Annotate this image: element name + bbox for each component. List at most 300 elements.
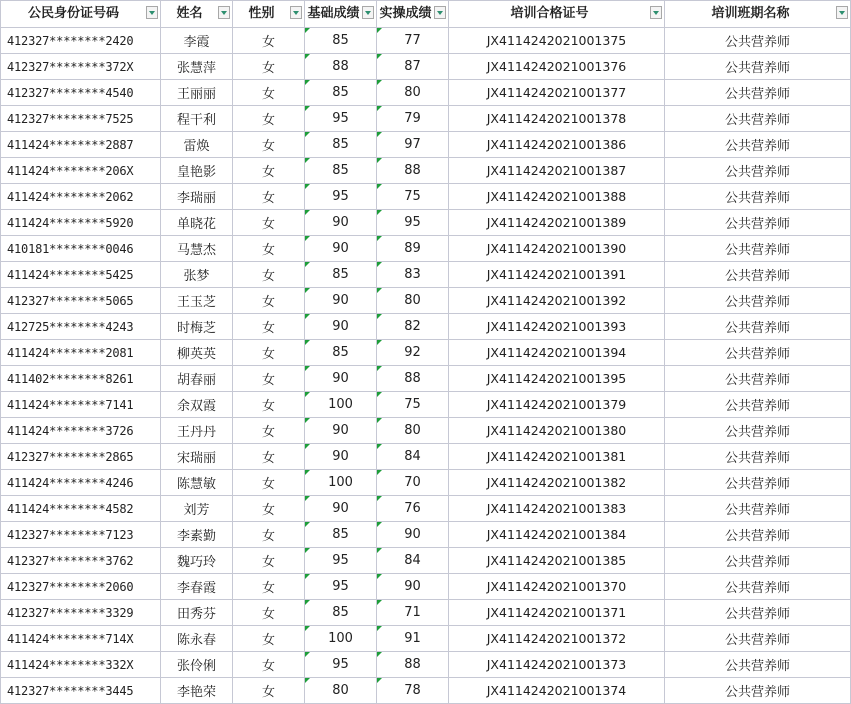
cell-practical-score[interactable] (377, 366, 449, 392)
cell-basic-score-text: 90 (332, 241, 349, 256)
cell-id[interactable] (1, 54, 161, 80)
cell-name[interactable] (161, 418, 233, 444)
cell-id[interactable] (1, 262, 161, 288)
cell-gender[interactable] (233, 522, 305, 548)
cell-course[interactable] (665, 366, 851, 392)
header-cert[interactable] (449, 1, 665, 28)
cell-practical-score-text: 88 (404, 657, 421, 672)
cell-gender[interactable] (233, 366, 305, 392)
cell-basic-score-text: 80 (332, 683, 349, 698)
table-row (1, 470, 851, 496)
number-stored-as-text-flag-icon (377, 496, 382, 501)
cell-id[interactable] (1, 496, 161, 522)
cell-course[interactable] (665, 548, 851, 574)
number-stored-as-text-flag-icon (305, 418, 310, 423)
cell-basic-score-text: 85 (332, 345, 349, 360)
cell-cert-text: JX4114242021001371 (486, 605, 627, 620)
cell-gender[interactable] (233, 652, 305, 678)
cell-basic-score[interactable] (305, 28, 377, 54)
header-course-label: 培训班期名称 (711, 6, 790, 21)
cell-course[interactable] (665, 652, 851, 678)
cell-cert[interactable] (449, 652, 665, 678)
filter-dropdown-icon[interactable] (434, 6, 446, 19)
cell-cert-text: JX4114242021001378 (486, 111, 627, 126)
cell-basic-score[interactable] (305, 262, 377, 288)
cell-basic-score[interactable] (305, 106, 377, 132)
cell-basic-score-text: 85 (332, 85, 349, 100)
cell-name-text: 张慧萍 (176, 61, 216, 76)
cell-course[interactable] (665, 80, 851, 106)
number-stored-as-text-flag-icon (377, 288, 382, 293)
cell-cert[interactable] (449, 418, 665, 444)
cell-id[interactable] (1, 210, 161, 236)
number-stored-as-text-flag-icon (305, 80, 310, 85)
number-stored-as-text-flag-icon (377, 548, 382, 553)
cell-practical-score[interactable] (377, 184, 449, 210)
cell-basic-score[interactable] (305, 548, 377, 574)
cell-gender-text: 女 (261, 607, 275, 622)
cell-cert-text: JX4114242021001380 (486, 423, 627, 438)
cell-name[interactable] (161, 678, 233, 704)
cell-practical-score[interactable] (377, 444, 449, 470)
cell-name-text: 陈慧敏 (176, 477, 216, 492)
cell-cert-text: JX4114242021001392 (486, 293, 627, 308)
cell-practical-score[interactable] (377, 236, 449, 262)
table-row (1, 392, 851, 418)
cell-course-text: 公共营养师 (724, 217, 790, 232)
cell-name[interactable] (161, 470, 233, 496)
cell-gender[interactable] (233, 392, 305, 418)
cell-basic-score-text: 90 (332, 501, 349, 516)
cell-practical-score[interactable] (377, 574, 449, 600)
cell-name-text: 胡春丽 (176, 373, 216, 388)
cell-course[interactable] (665, 314, 851, 340)
cell-id-text: 412327********4540 (7, 85, 134, 100)
cell-id[interactable] (1, 28, 161, 54)
cell-basic-score[interactable] (305, 80, 377, 106)
cell-id-text: 412327********2865 (7, 449, 134, 464)
cell-course-text: 公共营养师 (724, 607, 790, 622)
cell-course[interactable] (665, 54, 851, 80)
cell-name[interactable] (161, 522, 233, 548)
cell-cert[interactable] (449, 106, 665, 132)
number-stored-as-text-flag-icon (305, 262, 310, 267)
number-stored-as-text-flag-icon (305, 54, 310, 59)
cell-name[interactable] (161, 652, 233, 678)
cell-basic-score[interactable] (305, 522, 377, 548)
cell-name-text: 李素勤 (176, 529, 216, 544)
cell-course[interactable] (665, 522, 851, 548)
cell-course[interactable] (665, 574, 851, 600)
cell-practical-score[interactable] (377, 600, 449, 626)
cell-course[interactable] (665, 288, 851, 314)
cell-name[interactable] (161, 574, 233, 600)
cell-name-text: 皇艳影 (176, 165, 216, 180)
cell-id-text: 411424********2887 (7, 137, 134, 152)
table-row (1, 132, 851, 158)
header-basic-score[interactable] (305, 1, 377, 28)
header-course[interactable] (665, 1, 851, 28)
header-practical-label: 实操成绩 (379, 6, 432, 21)
cell-cert[interactable] (449, 158, 665, 184)
cell-gender-text: 女 (261, 503, 275, 518)
number-stored-as-text-flag-icon (377, 262, 382, 267)
table-row (1, 626, 851, 652)
cell-cert-text: JX4114242021001375 (486, 33, 627, 48)
number-stored-as-text-flag-icon (377, 392, 382, 397)
number-stored-as-text-flag-icon (377, 678, 382, 683)
cell-gender[interactable] (233, 574, 305, 600)
cell-id[interactable] (1, 184, 161, 210)
cell-basic-score[interactable] (305, 600, 377, 626)
cell-practical-score[interactable] (377, 106, 449, 132)
cell-practical-score[interactable] (377, 210, 449, 236)
cell-practical-score[interactable] (377, 54, 449, 80)
cell-practical-score-text: 90 (404, 527, 421, 542)
cell-course[interactable] (665, 158, 851, 184)
cell-practical-score-text: 89 (404, 241, 421, 256)
cell-cert[interactable] (449, 314, 665, 340)
cell-id[interactable] (1, 314, 161, 340)
header-id[interactable] (1, 1, 161, 28)
number-stored-as-text-flag-icon (377, 80, 382, 85)
cell-cert[interactable] (449, 548, 665, 574)
cell-course-text: 公共营养师 (724, 659, 790, 674)
cell-practical-score[interactable] (377, 548, 449, 574)
cell-id[interactable] (1, 392, 161, 418)
cell-practical-score-text: 92 (404, 345, 421, 360)
cell-name[interactable] (161, 158, 233, 184)
cell-name[interactable] (161, 54, 233, 80)
number-stored-as-text-flag-icon (377, 340, 382, 345)
cell-name[interactable] (161, 106, 233, 132)
cell-basic-score[interactable] (305, 184, 377, 210)
cell-name[interactable] (161, 496, 233, 522)
cell-name[interactable] (161, 444, 233, 470)
cell-practical-score[interactable] (377, 678, 449, 704)
cell-id[interactable] (1, 106, 161, 132)
cell-practical-score-text: 91 (404, 631, 421, 646)
cell-practical-score[interactable] (377, 288, 449, 314)
cell-name[interactable] (161, 626, 233, 652)
cell-basic-score[interactable] (305, 444, 377, 470)
cell-gender[interactable] (233, 418, 305, 444)
cell-name[interactable] (161, 28, 233, 54)
cell-cert[interactable] (449, 184, 665, 210)
number-stored-as-text-flag-icon (305, 28, 310, 33)
cell-id[interactable] (1, 652, 161, 678)
cell-basic-score[interactable] (305, 288, 377, 314)
cell-cert-text: JX4114242021001388 (486, 189, 627, 204)
filter-dropdown-icon[interactable] (362, 6, 374, 19)
cell-basic-score[interactable] (305, 678, 377, 704)
cell-gender-text: 女 (261, 451, 275, 466)
table-row (1, 262, 851, 288)
cell-cert-text: JX4114242021001383 (486, 501, 627, 516)
filter-dropdown-icon[interactable] (146, 6, 158, 19)
cell-course[interactable] (665, 626, 851, 652)
cell-practical-score-text: 70 (404, 475, 421, 490)
cell-gender[interactable] (233, 288, 305, 314)
cell-basic-score[interactable] (305, 392, 377, 418)
cell-name[interactable] (161, 340, 233, 366)
cell-cert[interactable] (449, 210, 665, 236)
cell-id[interactable] (1, 626, 161, 652)
cell-course[interactable] (665, 106, 851, 132)
cell-practical-score-text: 90 (404, 579, 421, 594)
number-stored-as-text-flag-icon (377, 470, 382, 475)
cell-gender[interactable] (233, 600, 305, 626)
header-gender[interactable] (233, 1, 305, 28)
cell-id[interactable] (1, 80, 161, 106)
cell-id-text: 411424********5920 (7, 215, 134, 230)
cell-basic-score[interactable] (305, 470, 377, 496)
cell-gender[interactable] (233, 340, 305, 366)
cell-practical-score[interactable] (377, 496, 449, 522)
cell-basic-score[interactable] (305, 314, 377, 340)
cell-practical-score[interactable] (377, 470, 449, 496)
cell-cert-text: JX4114242021001377 (486, 85, 627, 100)
cell-basic-score[interactable] (305, 236, 377, 262)
number-stored-as-text-flag-icon (377, 574, 382, 579)
cell-practical-score[interactable] (377, 314, 449, 340)
cell-course[interactable] (665, 600, 851, 626)
cell-practical-score-text: 75 (404, 189, 421, 204)
cell-cert[interactable] (449, 678, 665, 704)
cell-cert[interactable] (449, 288, 665, 314)
cell-course-text: 公共营养师 (724, 139, 790, 154)
cell-cert[interactable] (449, 54, 665, 80)
cell-course-text: 公共营养师 (724, 477, 790, 492)
cell-basic-score[interactable] (305, 54, 377, 80)
cell-basic-score[interactable] (305, 340, 377, 366)
cell-id[interactable] (1, 132, 161, 158)
cell-id[interactable] (1, 470, 161, 496)
cell-name[interactable] (161, 236, 233, 262)
cell-course[interactable] (665, 444, 851, 470)
filter-dropdown-icon[interactable] (290, 6, 302, 19)
cell-practical-score-text: 71 (404, 605, 421, 620)
header-practical-score[interactable] (377, 1, 449, 28)
cell-id-text: 412327********3445 (7, 683, 134, 698)
cell-course[interactable] (665, 262, 851, 288)
cell-name[interactable] (161, 184, 233, 210)
number-stored-as-text-flag-icon (377, 522, 382, 527)
cell-cert[interactable] (449, 444, 665, 470)
cell-name-text: 王丹丹 (176, 425, 216, 440)
number-stored-as-text-flag-icon (377, 314, 382, 319)
cell-course-text: 公共营养师 (724, 269, 790, 284)
cell-cert[interactable] (449, 496, 665, 522)
cell-name[interactable] (161, 288, 233, 314)
table-body (1, 28, 851, 704)
cell-basic-score[interactable] (305, 158, 377, 184)
cell-cert[interactable] (449, 600, 665, 626)
cell-practical-score-text: 78 (404, 683, 421, 698)
cell-basic-score[interactable] (305, 626, 377, 652)
cell-basic-score[interactable] (305, 574, 377, 600)
cell-basic-score[interactable] (305, 366, 377, 392)
cell-id[interactable] (1, 236, 161, 262)
cell-name[interactable] (161, 392, 233, 418)
cell-gender[interactable] (233, 132, 305, 158)
filter-dropdown-icon[interactable] (218, 6, 230, 19)
cell-cert[interactable] (449, 340, 665, 366)
cell-name-text: 李春霞 (176, 581, 216, 596)
cell-basic-score-text: 90 (332, 371, 349, 386)
cell-practical-score-text: 80 (404, 293, 421, 308)
cell-course[interactable] (665, 236, 851, 262)
cell-id[interactable] (1, 574, 161, 600)
cell-basic-score-text: 85 (332, 605, 349, 620)
cell-basic-score-text: 88 (332, 59, 349, 74)
cell-name-text: 余双霞 (176, 399, 216, 414)
cell-id-text: 412327********7525 (7, 111, 134, 126)
cell-cert[interactable] (449, 366, 665, 392)
cell-practical-score[interactable] (377, 262, 449, 288)
cell-gender[interactable] (233, 28, 305, 54)
cell-gender[interactable] (233, 106, 305, 132)
cell-name-text: 李霞 (183, 35, 210, 50)
cell-course-text: 公共营养师 (724, 87, 790, 102)
number-stored-as-text-flag-icon (305, 366, 310, 371)
cell-gender[interactable] (233, 236, 305, 262)
cell-practical-score[interactable] (377, 340, 449, 366)
cell-cert[interactable] (449, 626, 665, 652)
cell-gender[interactable] (233, 470, 305, 496)
cell-gender[interactable] (233, 678, 305, 704)
cell-practical-score[interactable] (377, 132, 449, 158)
number-stored-as-text-flag-icon (377, 210, 382, 215)
cell-gender-text: 女 (261, 555, 275, 570)
cell-practical-score-text: 95 (404, 215, 421, 230)
cell-name[interactable] (161, 600, 233, 626)
cell-gender[interactable] (233, 210, 305, 236)
cell-course-text: 公共营养师 (724, 243, 790, 258)
cell-cert[interactable] (449, 392, 665, 418)
cell-name[interactable] (161, 210, 233, 236)
number-stored-as-text-flag-icon (305, 626, 310, 631)
table-row (1, 106, 851, 132)
cell-cert[interactable] (449, 80, 665, 106)
number-stored-as-text-flag-icon (305, 340, 310, 345)
cell-course[interactable] (665, 340, 851, 366)
cell-gender[interactable] (233, 184, 305, 210)
cell-basic-score-text: 90 (332, 293, 349, 308)
cell-gender[interactable] (233, 262, 305, 288)
cell-basic-score[interactable] (305, 210, 377, 236)
cell-course[interactable] (665, 470, 851, 496)
cell-id[interactable] (1, 678, 161, 704)
cell-basic-score[interactable] (305, 418, 377, 444)
cell-gender[interactable] (233, 548, 305, 574)
cell-name[interactable] (161, 366, 233, 392)
table-row (1, 80, 851, 106)
cell-course[interactable] (665, 132, 851, 158)
cell-gender[interactable] (233, 54, 305, 80)
cell-course[interactable] (665, 678, 851, 704)
cell-id[interactable] (1, 288, 161, 314)
cell-cert[interactable] (449, 522, 665, 548)
cell-name[interactable] (161, 132, 233, 158)
cell-id-text: 412725********4243 (7, 319, 134, 334)
number-stored-as-text-flag-icon (305, 184, 310, 189)
cell-course[interactable] (665, 496, 851, 522)
cell-name-text: 马慧杰 (176, 243, 216, 258)
cell-cert[interactable] (449, 470, 665, 496)
cell-basic-score[interactable] (305, 132, 377, 158)
cell-id[interactable] (1, 340, 161, 366)
cell-gender-text: 女 (261, 477, 275, 492)
filter-dropdown-icon[interactable] (650, 6, 662, 19)
cell-gender[interactable] (233, 314, 305, 340)
cell-basic-score[interactable] (305, 652, 377, 678)
cell-id[interactable] (1, 548, 161, 574)
cell-gender[interactable] (233, 626, 305, 652)
cell-course-text: 公共营养师 (724, 529, 790, 544)
cell-name[interactable] (161, 262, 233, 288)
cell-practical-score[interactable] (377, 418, 449, 444)
cell-name-text: 刘芳 (183, 503, 210, 518)
cell-name[interactable] (161, 548, 233, 574)
cell-gender[interactable] (233, 80, 305, 106)
filter-dropdown-icon[interactable] (836, 6, 848, 19)
header-name[interactable] (161, 1, 233, 28)
cell-cert-text: JX4114242021001395 (486, 371, 627, 386)
cell-practical-score[interactable] (377, 80, 449, 106)
header-id-label: 公民身份证号码 (27, 6, 119, 21)
number-stored-as-text-flag-icon (305, 314, 310, 319)
cell-gender[interactable] (233, 496, 305, 522)
cell-course[interactable] (665, 28, 851, 54)
cell-cert[interactable] (449, 28, 665, 54)
cell-id[interactable] (1, 444, 161, 470)
cell-course-text: 公共营养师 (724, 295, 790, 310)
cell-name[interactable] (161, 314, 233, 340)
cell-gender-text: 女 (261, 633, 275, 648)
cell-gender[interactable] (233, 158, 305, 184)
cell-id[interactable] (1, 366, 161, 392)
cell-course[interactable] (665, 392, 851, 418)
cell-gender-text: 女 (261, 347, 275, 362)
cell-practical-score[interactable] (377, 652, 449, 678)
cell-course[interactable] (665, 184, 851, 210)
cell-id-text: 411424********5425 (7, 267, 134, 282)
cell-name[interactable] (161, 80, 233, 106)
cell-cert[interactable] (449, 132, 665, 158)
cell-practical-score[interactable] (377, 522, 449, 548)
cell-practical-score[interactable] (377, 626, 449, 652)
cell-cert[interactable] (449, 574, 665, 600)
table-row (1, 28, 851, 54)
cell-practical-score[interactable] (377, 28, 449, 54)
cell-practical-score[interactable] (377, 158, 449, 184)
cell-course[interactable] (665, 210, 851, 236)
cell-id[interactable] (1, 158, 161, 184)
cell-cert-text: JX4114242021001376 (486, 59, 627, 74)
table-row (1, 600, 851, 626)
cell-id[interactable] (1, 418, 161, 444)
cell-id[interactable] (1, 522, 161, 548)
cell-basic-score[interactable] (305, 496, 377, 522)
cell-id[interactable] (1, 600, 161, 626)
cell-practical-score[interactable] (377, 392, 449, 418)
cell-cert[interactable] (449, 262, 665, 288)
cell-gender[interactable] (233, 444, 305, 470)
cell-name-text: 张梦 (183, 269, 210, 284)
cell-course[interactable] (665, 418, 851, 444)
cell-cert[interactable] (449, 236, 665, 262)
